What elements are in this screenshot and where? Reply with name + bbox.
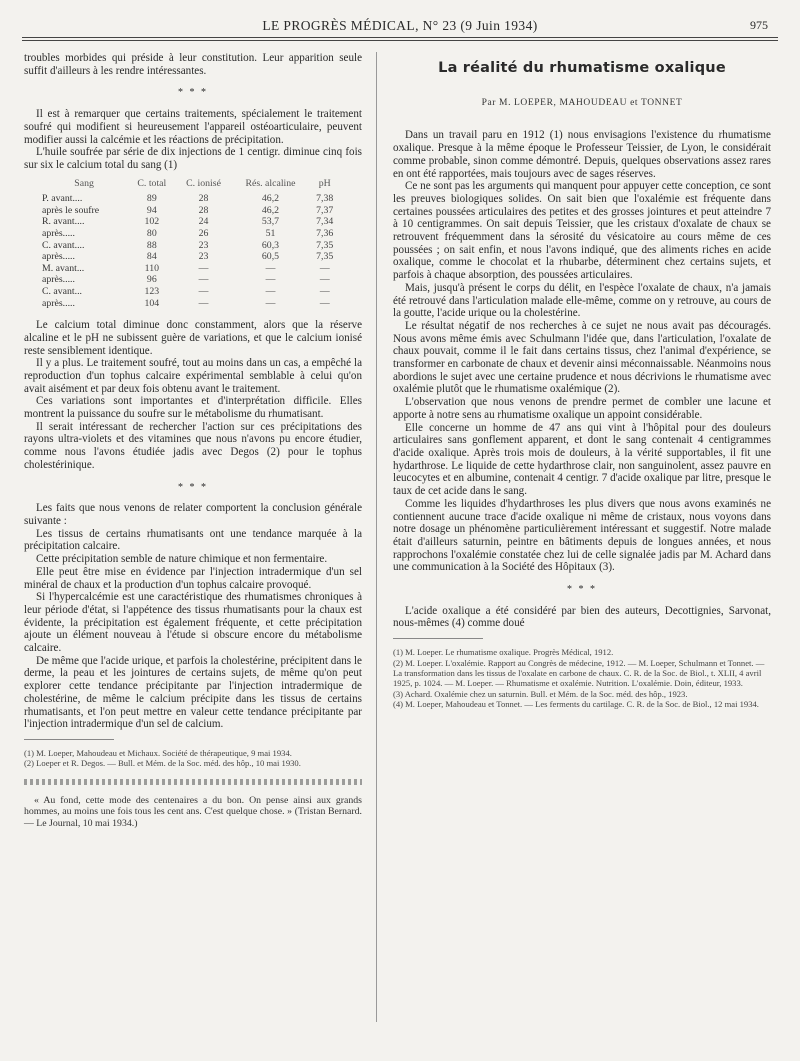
page-number: 975 (750, 18, 768, 32)
table-header-row (40, 178, 340, 194)
table-cell: — (319, 274, 330, 286)
table-cell: après..... (42, 228, 75, 239)
footnote: (1) M. Loeper. Le rhumatisme oxalique. Progrès Médical, 1912. (393, 647, 614, 658)
paragraph: Le calcium total diminue donc constamment, alors que la réserve alcaline et le pH ne subissent guère de variations, et que le calcium ionisé reste sensiblement identique. (24, 319, 362, 357)
column-header: C. total (137, 177, 167, 189)
table-row (40, 216, 340, 228)
table-cell: 96 (146, 274, 157, 286)
table-cell: C. avant... (42, 285, 82, 297)
table-cell: M. avant... (42, 262, 85, 274)
table-cell: 60,5 (261, 251, 280, 263)
table-cell: 53,7 (261, 216, 280, 228)
column-header: Rés. alcaline (245, 177, 296, 189)
calcium-table (40, 178, 340, 310)
table-cell: 24 (198, 216, 209, 228)
table-row (40, 298, 340, 310)
paragraph: Les faits que nous venons de relater comportent la conclusion générale suivante : (24, 502, 362, 527)
footnote: (2) Loeper et R. Degos. — Bull. et Mém. de la Soc. méd. des hôp., 10 mai 1930. (24, 758, 301, 769)
footnote: (3) Achard. Oxalémie chez un saturnin. Bull. et Mém. de la Soc. méd. des hôp., 1923. (393, 688, 688, 699)
paragraph: Dans un travail paru en 1912 (1) nous envisagions l'existence du rhumatisme oxalique. Presque à la même époque le Professeur Teissier, de Lyon, le considérait comme probable, sinon comme démontré. Depuis, quelques observations assez rares en ont été rapportées, mais toujours avec de sages réserves. (393, 129, 771, 180)
paragraph: Il serait intéressant de rechercher l'action sur ces précipitations des rayons ultra-violets et des vitamines que nous n'avons pu encore étudier, comme nous l'avons étudiée jadis avec Degos (2) pour le tophus cholestérinique. (24, 420, 362, 471)
paragraph: L'observation que nous venons de prendre permet de combler une lacune et apporte à notre sens au rhumatisme oxalique un appoint considérable. (393, 396, 771, 421)
table-cell: 23 (198, 239, 209, 251)
page-header (22, 14, 778, 36)
table-cell: — (198, 262, 209, 274)
table-cell: — (265, 274, 276, 286)
section-stars: * * * (567, 584, 597, 596)
paragraph: Les tissus de certains rhumatisants ont une tendance marquée à la précipitation calcaire. (24, 527, 362, 553)
paragraph: Cette précipitation semble de nature chimique et non fermentaire. (36, 553, 328, 566)
table-cell: — (198, 274, 209, 286)
table-row (40, 193, 340, 205)
table-cell: 110 (144, 262, 159, 274)
table-cell: — (319, 297, 330, 309)
table-cell: — (198, 297, 209, 309)
table-cell: 88 (146, 239, 157, 251)
table-cell: 46,2 (261, 204, 280, 216)
table-row (40, 251, 340, 263)
table-cell: 84 (146, 251, 157, 263)
table-cell: P. avant.... (42, 193, 83, 205)
table-cell: 28 (198, 193, 209, 205)
header-rule-double (22, 40, 778, 41)
paragraph: Il est à remarquer que certains traitements, spécialement le traitement soufré qui modifient si heureusement l'appareil ostéoarticulaire, peuvent modifier aussi la calcémie et les réactions de précipitation. (24, 108, 362, 146)
paragraph: troubles morbides qui préside à leur constitution. Leur apparition seule suffit d'ailleurs à les rendre intéressantes. (24, 52, 362, 77)
table-cell: 94 (146, 204, 157, 216)
table-cell: 60,3 (261, 239, 280, 251)
table-cell: — (319, 262, 330, 274)
table-cell: 51 (265, 228, 276, 239)
journal-title: LE PROGRÈS MÉDICAL, N° 23 (9 Juin 1934) (262, 18, 538, 33)
table-cell: 104 (144, 297, 160, 309)
table-cell: — (198, 285, 209, 297)
section-stars: * * * (178, 87, 208, 99)
paragraph: Ce ne sont pas les arguments qui manquent pour appuyer cette conception, ce sont les preuves biologiques solides. On sait bien que l'oxalémie est fréquente dans certaines poussées articulaires des petites et des grosses jointures et peut atteindre 7 à 10 centigrammes. On sait depuis Teissier, que les cristaux d'oxalate de chaux se retrouvent fréquemment dans la sérosité du vésicatoire au cours même de ces poussées ; on sait enfin, et nous l'avons indiqué, que des aliments riches en acide oxalique, comme le chocolat et la rhubarbe, déterminent chez certains sujets, et parfois à chaque absorption, des poussées articulaires. (393, 180, 771, 282)
section-stars: * * * (178, 481, 208, 493)
paragraph: Elle concerne un homme de 47 ans qui vint à l'hôpital pour des douleurs articulaires sans gonflement apparent, et dont le sang contenait 4 centigrammes d'acide oxalique. Après trois mois de douleurs, à la vérité supportables, il fit une hydarthrose. Le liquide de cette hydarthrose clair, non sanguinolent, assez pauvre en leucocytes et en albumine, contenait 4 centigr. 7 d'acide oxalique par litre, presque le taux de cet acide dans le sang. (393, 421, 771, 498)
table-cell: 102 (144, 216, 160, 228)
table-cell: après..... (42, 297, 75, 309)
column-header: C. ionisé (186, 177, 221, 189)
table-cell: 28 (198, 204, 209, 216)
table-cell: 80 (146, 228, 157, 239)
footnote: (4) M. Loeper, Mahoudeau et Tonnet. — Les ferments du cartilage. C. R. de la Soc. de Biol., 12 mai 1934. (393, 699, 759, 710)
table-cell: après..... (42, 274, 75, 286)
footnote-rule (24, 739, 114, 740)
paragraph: Il y a plus. Le traitement soufré, tout au moins dans un cas, a empêché la reproduction d'un tophus calcaire expérimental semblable à celui qu'on avait aisément et par deux fois obtenu avant le traitement. (24, 357, 362, 395)
table-cell: après..... (42, 251, 75, 263)
table-cell: 7,35 (316, 251, 334, 263)
footnote: (1) M. Loeper, Mahoudeau et Michaux. Société de thérapeutique, 9 mai 1934. (24, 747, 292, 758)
table-row (40, 240, 340, 252)
paragraph: Comme les liquides d'hydarthroses les plus divers que nous avons examinés ne contiennent aucune trace d'acide oxalique ni même de cristaux, nous voyons dans notre dosage un phénomène particulièrement intéressant et suggestif. Notre malade était d'ailleurs saturnin, peintre en bâtiments depuis de longues années, et nous rapprochons l'oxalémie constatée chez lui de celle signalée jadis par M. Achard dans une communication à la Société des Hôpitaux (3). (393, 497, 771, 574)
table-row (40, 274, 340, 286)
table-cell: — (319, 285, 330, 297)
paragraph: Le résultat négatif de nos recherches à ce sujet ne nous avait pas découragés. Nous avons même émis avec Schulmann l'idée que, dans l'articulation, l'oxalate de chaux pouvait, comme il le fait dans certains tissus, chez l'animal d'expérience, se transformer en carbonate de chaux et devenir ainsi méconnaissable. Néanmoins nous abordions le sujet avec une certaine prudence et nous décrivions le rhumatisme avec oxalémie plutôt que le rhumatisme oxalémique (2). (393, 319, 771, 396)
paragraph: Ces variations sont importantes et d'interprétation difficile. Elles montrent la puissance du soufre sur le métabolisme du rhumatisant. (24, 395, 362, 421)
paragraph: L'huile soufrée par série de dix injections de 1 centigr. diminue cinq fois sur six le calcium total du sang (1) (24, 146, 362, 171)
paragraph: L'acide oxalique a été considéré par bien des auteurs, Decottignies, Sarvonat, nous-mêmes (4) comme doué (393, 604, 771, 630)
table-cell: C. avant.... (42, 239, 85, 251)
left-column (24, 52, 362, 829)
table-cell: 89 (146, 193, 157, 205)
column-header: Sang (74, 177, 94, 189)
table-cell: 23 (198, 251, 209, 263)
table-row (40, 286, 340, 298)
table-cell: 7,34 (316, 216, 334, 228)
footnote-rule (393, 638, 483, 639)
paragraph: Mais, jusqu'à présent le corps du délit, en l'espèce l'oxalate de chaux, n'a jamais été retrouvé dans l'articulation malade elle-même, comme on y retrouve, au cours de la goutte, l'acide urique ou la cholestérine. (393, 281, 771, 320)
article-authors: Par M. LOEPER, MAHOUDEAU et TONNET (481, 97, 683, 108)
paragraph: De même que l'acide urique, et parfois la cholestérine, précipitent dans le derme, la peau et les jointures de certains sujets, de même qu'on peut explorer cette tendance précipitante par l'injection intradermique de cholestérine, de même le calcium précipite dans les tissus de certains rhumatisants, et l'on peut mettre en valeur cette tendance précipitante par l'injection intradermique d'un sel de calcium. (24, 654, 362, 731)
table-cell: — (265, 262, 276, 274)
table-cell: 7,38 (316, 193, 334, 205)
table-cell: 123 (144, 285, 160, 297)
paragraph: Elle peut être mise en évidence par l'injection intradermique d'un sel minéral de chaux et la production d'un tophus calcaire provoqué. (24, 565, 362, 591)
table-cell: 7,37 (316, 204, 334, 216)
table-cell: 7,35 (316, 239, 334, 251)
table-cell: R. avant.... (42, 216, 85, 228)
column-divider (376, 52, 377, 1022)
table-row (40, 205, 340, 217)
table-cell: 7,36 (316, 228, 334, 239)
table-cell: 26 (198, 228, 209, 239)
quote: « Au fond, cette mode des centenaires a du bon. On pense ainsi aux grands hommes, au moins une fois tous les cent ans. C'est quelque chose. » (Tristan Bernard. — Le Journal, 10 mai 1934.) (24, 794, 362, 829)
ornamental-divider (24, 779, 362, 785)
column-header: pH (318, 177, 331, 189)
table-row (40, 263, 340, 275)
table-cell: après le soufre (42, 204, 100, 216)
table-row (40, 228, 340, 240)
table-cell: 46,2 (261, 193, 280, 205)
article-title: La réalité du rhumatisme oxalique (438, 60, 726, 76)
table-cell: — (265, 297, 276, 309)
table-cell: — (265, 285, 276, 297)
header-rule (22, 37, 778, 38)
right-column (393, 52, 771, 710)
paragraph: Si l'hypercalcémie est une caractéristique des rhumatismes chroniques à leur période d'état, si l'appétence des tissus rhumatisants pour la chaux est évidente, la précipitation est également fréquente, et cette précipitation ajoute un élément nouveau à l'étude si obscure encore du métabolisme calcaire. (24, 591, 362, 655)
footnote: (2) M. Loeper. L'oxalémie. Rapport au Congrès de médecine, 1912. — M. Loeper, Schulmann et Tonnet. — La transformation dans les tissus de l'oxalate en carbone de chaux. C. R. de la Soc. de Biol., t. XLII, 4 avril 1925, p. 1024. — M. Loeper. — Rhumatisme et oxalémie. Nutrition. L'oxalémie. Doin, éditeur, 1933. (393, 657, 765, 689)
